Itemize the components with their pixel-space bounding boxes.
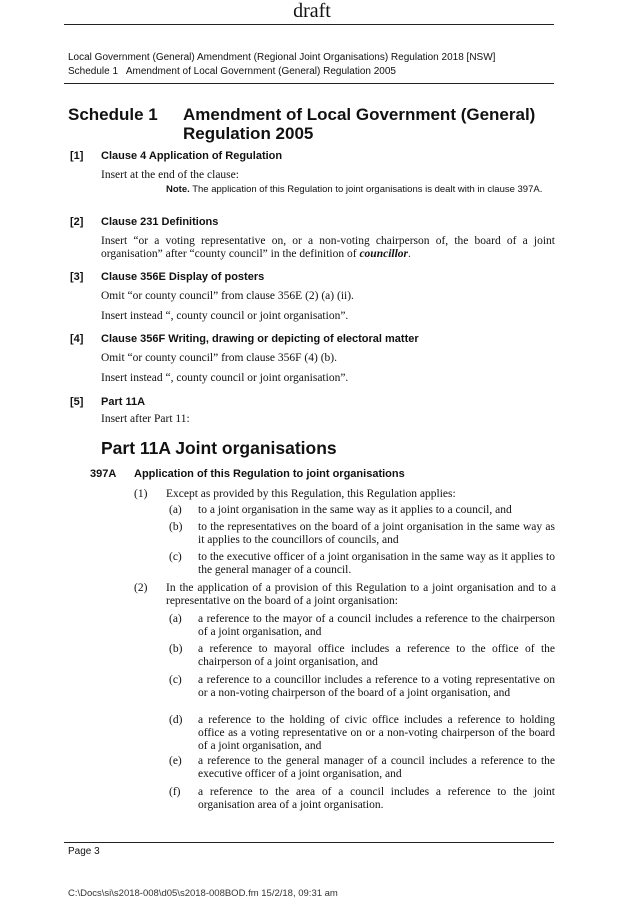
item-4-text1: Omit “or county council” from clause 356F (4) (b).: [101, 352, 338, 364]
draft-watermark: draft: [293, 0, 331, 22]
para-1b-text: to the representatives on the board of a joint organisation in the same way as it applies to the councillors of councils, and: [198, 521, 555, 546]
item-2-defined-term: councillor: [359, 248, 409, 260]
item-4-text2: Insert instead “, county council or joint organisation”.: [101, 372, 349, 384]
item-2-text-end: .: [408, 248, 411, 260]
para-2c-number: (c): [169, 674, 182, 686]
note-text: The application of this Regulation to joint organisations is dealt with in clause 397A.: [192, 184, 543, 195]
schedule-title-line2: Regulation 2005: [183, 124, 314, 143]
schedule-title: [183, 105, 563, 143]
subclause-1-text: Except as provided by this Regulation, this Regulation applies:: [166, 488, 456, 500]
para-1c-text: to the executive officer of a joint organisation in the same way as it applies to the general manager of a council.: [198, 551, 555, 576]
clause-title: Application of this Regulation to joint organisations: [134, 468, 405, 480]
para-2a-number: (a): [169, 613, 182, 625]
item-1-note: [166, 184, 556, 195]
para-2f-text: a reference to the area of a council includes a reference to the joint organisation area of a joint organisation.: [198, 786, 555, 811]
subclause-1-number: (1): [134, 488, 148, 500]
item-1-text: Insert at the end of the clause:: [101, 169, 239, 181]
para-1a-number: (a): [169, 504, 182, 516]
item-4-title: Clause 356F Writing, drawing or depicting of electoral matter: [101, 333, 419, 345]
part-title: Part 11A Joint organisations: [101, 438, 337, 458]
para-2b-number: (b): [169, 643, 183, 655]
para-1b-number: (b): [169, 521, 183, 533]
item-1-title: Clause 4 Application of Regulation: [101, 150, 283, 162]
para-1a-text: to a joint organisation in the same way as it applies to a council, and: [198, 504, 512, 516]
subclause-2-text: In the application of a provision of this Regulation to a joint organisation and to a representative on the board of a joint organisation:: [166, 582, 556, 607]
file-path: C:\Docs\si\s2018-008\d05\s2018-008BOD.fm 15/2/18, 09:31 am: [68, 888, 338, 899]
para-2c-text: a reference to a councillor includes a reference to a voting representative on or a non-voting chairperson of the board of a joint organisation, and: [198, 674, 555, 699]
running-header-schedule: Schedule 1 Amendment of Local Government (General) Regulation 2005: [68, 66, 396, 77]
item-3-number: [3]: [70, 271, 84, 283]
schedule-number: Schedule 1: [68, 105, 158, 124]
item-3-title: Clause 356E Display of posters: [101, 271, 265, 283]
item-2-text: [101, 235, 555, 261]
para-2e-number: (e): [169, 755, 182, 767]
para-2d-text: a reference to the holding of civic office includes a reference to holding office as a voting representative on or a non-voting chairperson of the board of a joint organisation, and: [198, 714, 555, 752]
item-5-text: Insert after Part 11:: [101, 413, 190, 425]
item-2-number: [2]: [70, 216, 84, 228]
para-2e-text: a reference to the general manager of a council includes a reference to the executive officer of a joint organisation, and: [198, 755, 555, 780]
top-rule: [64, 24, 554, 25]
item-2-title: Clause 231 Definitions: [101, 216, 219, 228]
para-2f-number: (f): [169, 786, 181, 798]
item-5-number: [5]: [70, 396, 84, 408]
item-4-number: [4]: [70, 333, 84, 345]
item-2-text-main: Insert “or a voting representative on, or a non-voting chairperson of, the board of a joint organisation” after “county council” in the definition of: [101, 235, 555, 260]
item-5-title: Part 11A: [101, 396, 146, 408]
subclause-2-number: (2): [134, 582, 148, 594]
page-number: Page 3: [68, 846, 100, 857]
para-1c-number: (c): [169, 551, 182, 563]
footer-rule: [64, 842, 554, 843]
item-3-text2: Insert instead “, county council or joint organisation”.: [101, 310, 349, 322]
para-2d-number: (d): [169, 714, 183, 726]
para-2b-text: a reference to mayoral office includes a reference to the office of the chairperson of a joint organisation, and: [198, 643, 555, 668]
running-header-title: Local Government (General) Amendment (Regional Joint Organisations) Regulation 2018 [NSW]: [68, 52, 496, 63]
header-rule: [64, 83, 554, 84]
item-1-number: [1]: [70, 150, 84, 162]
item-3-text1: Omit “or county council” from clause 356E (2) (a) (ii).: [101, 290, 354, 302]
clause-number: 397A: [90, 468, 117, 480]
schedule-title-line1: Amendment of Local Government (General): [183, 105, 536, 124]
para-2a-text: a reference to the mayor of a council includes a reference to the chairperson of a joint organisation, and: [198, 613, 555, 638]
note-label: Note.: [166, 184, 190, 195]
